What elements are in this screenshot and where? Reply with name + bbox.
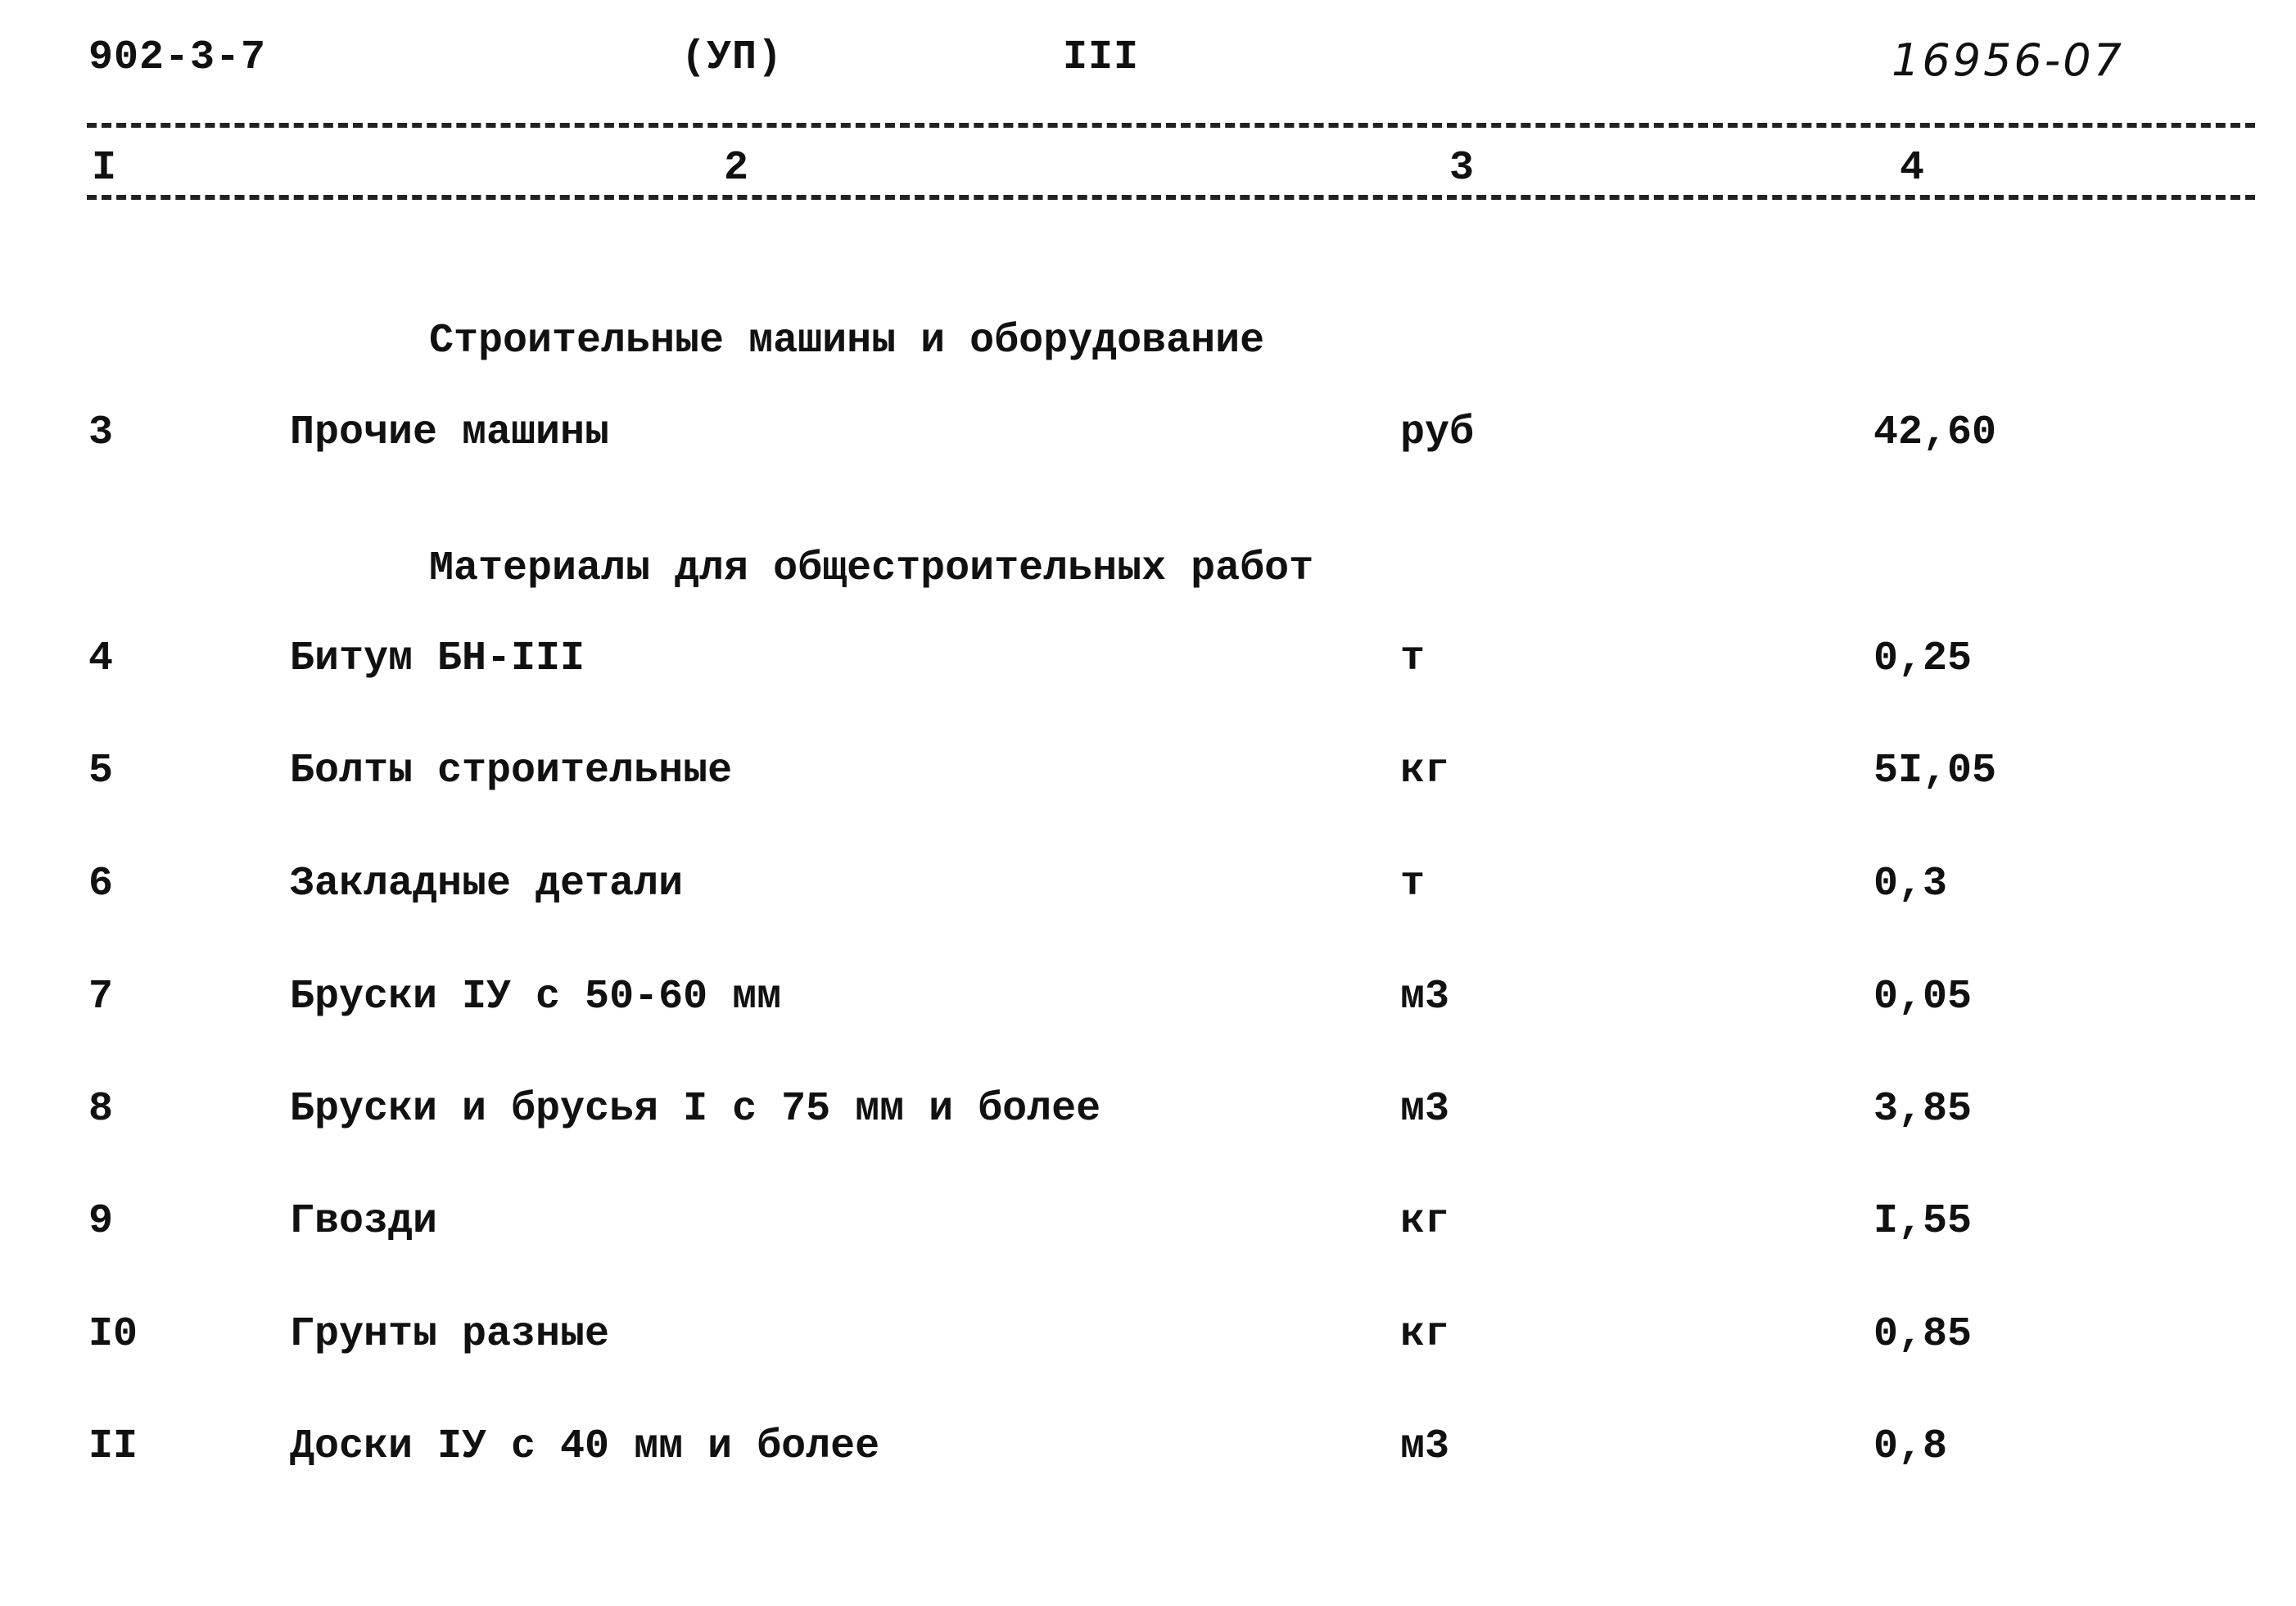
row-number: 6 — [88, 861, 114, 907]
item-quantity: 3,85 — [1873, 1086, 1973, 1133]
row-number: 9 — [88, 1198, 114, 1245]
item-unit: руб — [1400, 409, 1475, 456]
item-unit: т — [1400, 636, 1426, 682]
item-name: Доски IУ с 40 мм и более — [290, 1423, 880, 1470]
item-quantity: 0,85 — [1873, 1311, 1973, 1358]
item-unit: кг — [1400, 1311, 1450, 1358]
item-unit: м3 — [1400, 974, 1450, 1020]
table-row — [0, 1086, 2296, 1143]
item-name: Бруски и брусья I с 75 мм и более — [290, 1086, 1101, 1133]
item-quantity: 0,25 — [1873, 636, 1973, 682]
dashed-rule-top — [87, 123, 2255, 128]
item-name: Битум БН-III — [290, 636, 585, 682]
item-name: Прочие машины — [290, 409, 610, 456]
table-row — [0, 974, 2296, 1031]
row-number: 7 — [88, 974, 114, 1020]
section-title: Строительные машины и оборудование — [429, 318, 1265, 364]
item-quantity: I,55 — [1873, 1198, 1973, 1245]
item-quantity: 0,3 — [1873, 861, 1948, 907]
row-number: I0 — [88, 1311, 138, 1358]
item-quantity: 0,05 — [1873, 974, 1973, 1020]
item-unit: кг — [1400, 1198, 1450, 1245]
row-number: 4 — [88, 636, 114, 682]
table-row — [0, 1423, 2296, 1481]
item-name: Бруски IУ с 50-60 мм — [290, 974, 782, 1020]
item-quantity: 5I,05 — [1873, 748, 1997, 794]
inventory-number: 16956-07 — [1891, 34, 2124, 86]
table-row — [0, 1311, 2296, 1368]
row-number: 8 — [88, 1086, 114, 1133]
column-number-2: 2 — [721, 144, 752, 193]
item-unit: м3 — [1400, 1423, 1450, 1470]
item-name: Гвозди — [290, 1198, 438, 1245]
project-code: 902-3-7 — [88, 34, 267, 81]
item-name: Болты строительные — [290, 748, 733, 794]
page-number: III — [1063, 34, 1140, 81]
item-name: Грунты разные — [290, 1311, 610, 1358]
item-quantity: 42,60 — [1873, 409, 1997, 456]
column-number-1: I — [88, 144, 120, 193]
dashed-rule-bottom — [87, 195, 2255, 200]
table-row — [0, 1198, 2296, 1255]
column-number-3: 3 — [1446, 144, 1477, 193]
item-name: Закладные детали — [290, 861, 684, 907]
item-unit: м3 — [1400, 1086, 1450, 1133]
section-title: Материалы для общестроительных работ — [429, 545, 1314, 592]
item-unit: кг — [1400, 748, 1450, 794]
table-row — [0, 861, 2296, 918]
column-number-4: 4 — [1896, 144, 1928, 193]
album-part: (УП) — [681, 34, 784, 81]
item-unit: т — [1400, 861, 1426, 907]
item-quantity: 0,8 — [1873, 1423, 1948, 1470]
table-row — [0, 748, 2296, 805]
row-number: 3 — [88, 409, 114, 456]
row-number: II — [88, 1423, 138, 1470]
row-number: 5 — [88, 748, 114, 794]
table-row — [0, 636, 2296, 693]
table-row — [0, 409, 2296, 467]
